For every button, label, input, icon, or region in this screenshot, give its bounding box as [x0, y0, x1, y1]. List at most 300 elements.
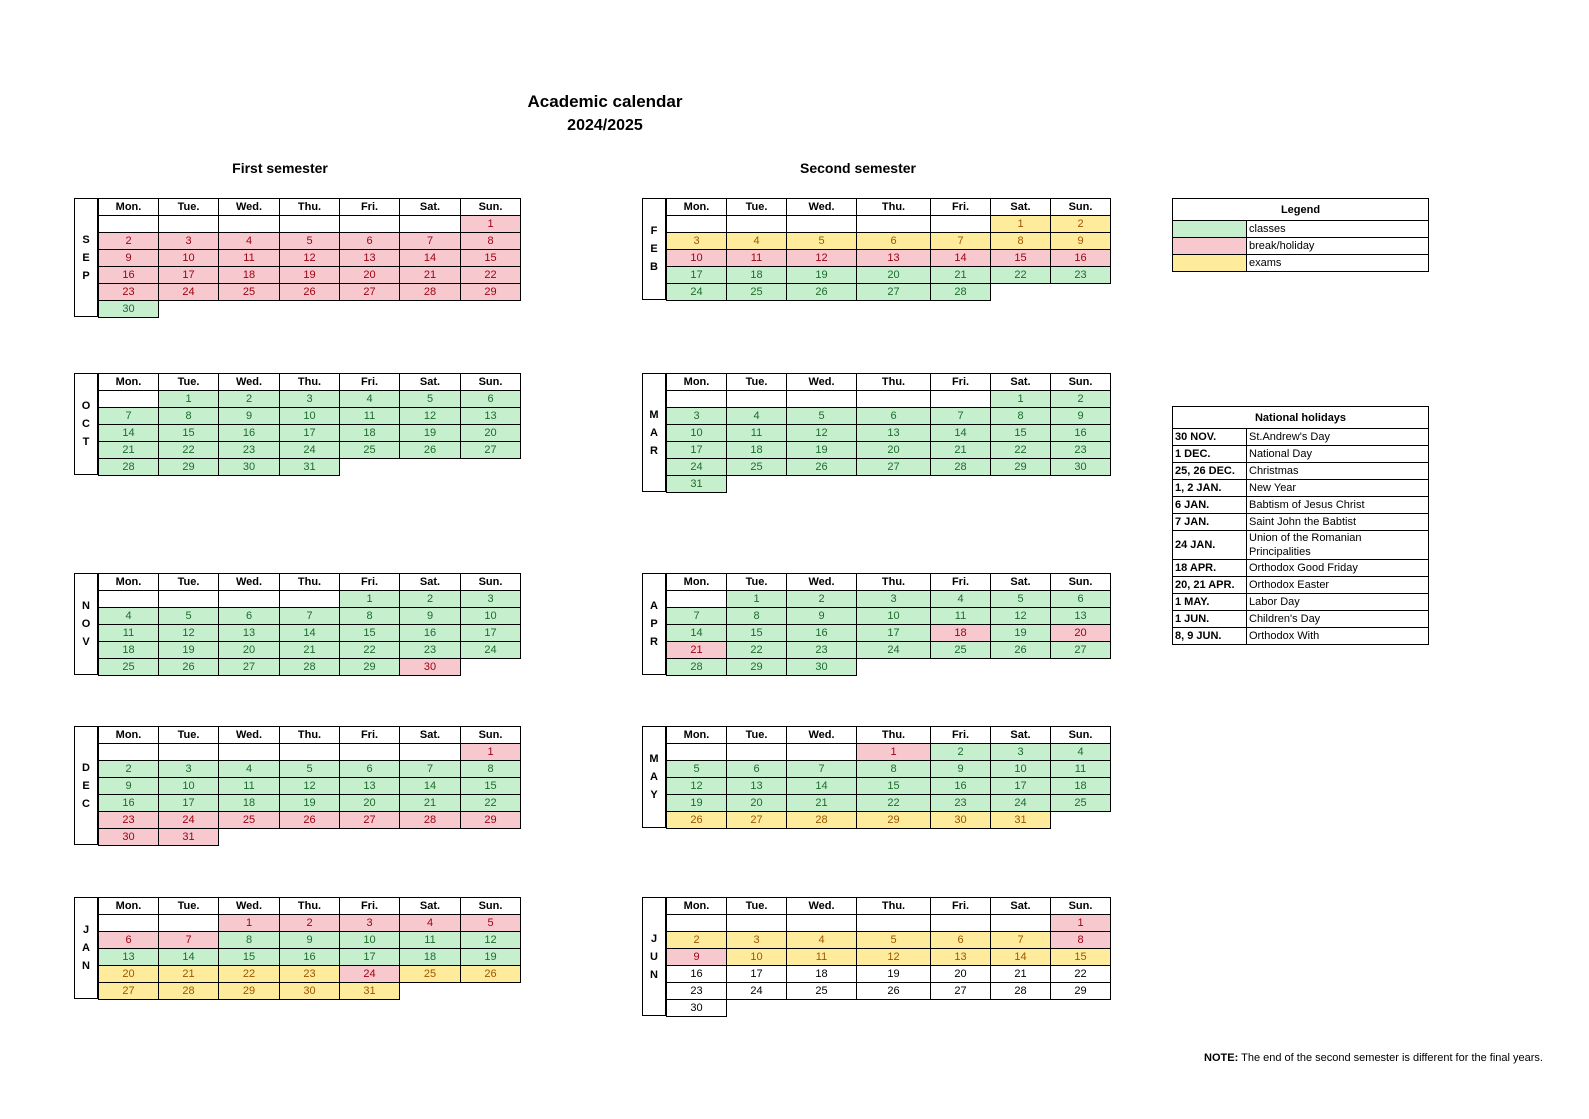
day-cell: 12	[857, 949, 931, 966]
month-label-letter: J	[650, 932, 658, 945]
empty-day-cell	[400, 301, 461, 318]
month-table	[98, 373, 521, 476]
day-cell: 9	[1051, 233, 1111, 250]
day-cell: 10	[340, 932, 400, 949]
holidays-title: National holidays	[1173, 407, 1429, 429]
empty-day-cell	[340, 216, 400, 233]
day-cell: 28	[931, 459, 991, 476]
week-row	[667, 216, 1111, 233]
weekday-header: Wed.	[787, 374, 857, 391]
month-label	[642, 198, 666, 300]
note-text: The end of the second semester is different for the final years.	[1238, 1052, 1543, 1064]
holiday-row	[1173, 611, 1429, 628]
legend-label: classes	[1247, 221, 1429, 238]
day-cell: 6	[857, 408, 931, 425]
month-label-letter: V	[82, 636, 90, 648]
day-cell: 5	[667, 761, 727, 778]
day-cell: 23	[787, 642, 857, 659]
day-cell: 11	[340, 408, 400, 425]
weekday-header: Sat.	[400, 898, 461, 915]
month-label-letter: N	[82, 600, 90, 612]
day-cell: 19	[787, 442, 857, 459]
day-cell: 10	[667, 425, 727, 442]
legend-row	[1173, 238, 1429, 255]
empty-day-cell	[787, 391, 857, 408]
day-cell: 10	[667, 250, 727, 267]
day-cell: 27	[340, 812, 400, 829]
month-label	[642, 573, 666, 675]
day-cell: 20	[857, 267, 931, 284]
day-cell: 21	[159, 966, 219, 983]
day-cell: 29	[461, 284, 521, 301]
day-cell: 8	[159, 408, 219, 425]
weekday-header: Sun.	[461, 374, 521, 391]
month-label-letter: A	[650, 600, 658, 612]
day-cell: 18	[219, 267, 280, 284]
day-cell: 21	[99, 442, 159, 459]
weekday-header: Thu.	[857, 374, 931, 391]
day-cell: 28	[787, 812, 857, 829]
day-cell: 13	[340, 778, 400, 795]
legend-label: break/holiday	[1247, 238, 1429, 255]
holiday-row	[1173, 560, 1429, 577]
day-cell: 11	[219, 250, 280, 267]
empty-day-cell	[857, 915, 931, 932]
day-cell: 17	[857, 625, 931, 642]
day-cell: 7	[400, 233, 461, 250]
empty-day-cell	[727, 216, 787, 233]
holiday-date: 18 APR.	[1173, 560, 1247, 577]
holiday-name: St.Andrew's Day	[1247, 429, 1429, 446]
day-cell: 1	[159, 391, 219, 408]
month-label-letter: M	[649, 753, 659, 765]
weekday-header: Tue.	[159, 199, 219, 216]
day-cell: 29	[1051, 983, 1111, 1000]
empty-day-cell	[727, 915, 787, 932]
day-cell: 2	[280, 915, 340, 932]
month-label-letter: O	[81, 400, 91, 412]
day-cell: 22	[727, 642, 787, 659]
empty-day-cell	[727, 1000, 787, 1017]
weekday-header: Sat.	[400, 374, 461, 391]
day-cell: 27	[1051, 642, 1111, 659]
day-cell: 26	[280, 284, 340, 301]
weekday-header: Sun.	[461, 199, 521, 216]
empty-day-cell	[400, 459, 461, 476]
day-cell: 27	[461, 442, 521, 459]
day-cell: 16	[1051, 250, 1111, 267]
day-cell: 27	[931, 983, 991, 1000]
week-row	[99, 829, 521, 846]
holiday-date: 20, 21 APR.	[1173, 577, 1247, 594]
month-label-letter: C	[82, 418, 90, 430]
day-cell: 14	[991, 949, 1051, 966]
weekday-header: Thu.	[857, 727, 931, 744]
day-cell: 19	[159, 642, 219, 659]
weekday-header: Sun.	[461, 898, 521, 915]
day-cell: 2	[931, 744, 991, 761]
weekday-header: Tue.	[727, 574, 787, 591]
day-cell: 15	[727, 625, 787, 642]
week-row	[99, 250, 521, 267]
week-row	[99, 408, 521, 425]
empty-day-cell	[461, 983, 521, 1000]
day-cell: 13	[340, 250, 400, 267]
day-cell: 25	[727, 459, 787, 476]
weekday-header: Mon.	[667, 574, 727, 591]
weekday-header: Mon.	[667, 898, 727, 915]
day-cell: 23	[99, 812, 159, 829]
day-cell: 6	[1051, 591, 1111, 608]
holiday-date: 30 NOV.	[1173, 429, 1247, 446]
weekday-header: Sat.	[400, 727, 461, 744]
weekday-header: Mon.	[667, 727, 727, 744]
empty-day-cell	[667, 216, 727, 233]
week-row	[667, 761, 1111, 778]
holiday-date: 25, 26 DEC.	[1173, 463, 1247, 480]
week-row	[667, 625, 1111, 642]
empty-day-cell	[931, 391, 991, 408]
day-cell: 18	[219, 795, 280, 812]
month-label-letter: N	[650, 968, 658, 981]
day-cell: 16	[667, 966, 727, 983]
month-table	[666, 897, 1111, 1017]
weekday-header: Sat.	[991, 374, 1051, 391]
day-cell: 11	[99, 625, 159, 642]
day-cell: 15	[159, 425, 219, 442]
day-cell: 30	[787, 659, 857, 676]
weekday-header: Wed.	[787, 574, 857, 591]
day-cell: 6	[727, 761, 787, 778]
day-cell: 22	[991, 267, 1051, 284]
month-label-letter: C	[82, 797, 90, 810]
legend-table	[1172, 198, 1429, 272]
weekday-header: Sun.	[1051, 199, 1111, 216]
empty-day-cell	[727, 476, 787, 493]
day-cell: 9	[931, 761, 991, 778]
day-cell: 24	[340, 966, 400, 983]
day-cell: 8	[1051, 932, 1111, 949]
weekday-header: Thu.	[280, 574, 340, 591]
day-cell: 17	[727, 966, 787, 983]
day-cell: 29	[991, 459, 1051, 476]
weekday-header: Sun.	[1051, 898, 1111, 915]
empty-day-cell	[931, 476, 991, 493]
day-cell: 14	[400, 250, 461, 267]
empty-day-cell	[219, 591, 280, 608]
week-row	[667, 1000, 1111, 1017]
academic-year: 2024/2025	[567, 117, 643, 134]
day-cell: 16	[400, 625, 461, 642]
week-row	[99, 442, 521, 459]
month-label-letter: P	[650, 618, 658, 630]
empty-day-cell	[787, 476, 857, 493]
holiday-date: 8, 9 JUN.	[1173, 628, 1247, 645]
empty-day-cell	[219, 301, 280, 318]
day-cell: 25	[1051, 795, 1111, 812]
weekday-header: Thu.	[280, 898, 340, 915]
day-cell: 13	[219, 625, 280, 642]
week-row	[99, 301, 521, 318]
day-cell: 29	[461, 812, 521, 829]
day-cell: 15	[1051, 949, 1111, 966]
day-cell: 15	[340, 625, 400, 642]
day-cell: 3	[159, 233, 219, 250]
day-cell: 13	[727, 778, 787, 795]
month-label-letter: R	[650, 444, 658, 457]
day-cell: 3	[280, 391, 340, 408]
month-label	[642, 373, 666, 492]
weekday-header: Wed.	[219, 898, 280, 915]
month-label-letter: N	[82, 960, 90, 972]
day-cell: 11	[1051, 761, 1111, 778]
day-cell: 26	[857, 983, 931, 1000]
day-cell: 3	[727, 932, 787, 949]
day-cell: 5	[280, 761, 340, 778]
day-cell: 29	[727, 659, 787, 676]
day-cell: 21	[931, 442, 991, 459]
day-cell: 4	[931, 591, 991, 608]
day-cell: 3	[667, 408, 727, 425]
weekday-header: Tue.	[727, 199, 787, 216]
week-row	[99, 949, 521, 966]
day-cell: 20	[99, 966, 159, 983]
day-cell: 15	[991, 425, 1051, 442]
holiday-date: 7 JAN.	[1173, 514, 1247, 531]
day-cell: 17	[159, 267, 219, 284]
holiday-row	[1173, 531, 1429, 560]
day-cell: 20	[461, 425, 521, 442]
legend-title: Legend	[1173, 199, 1429, 221]
day-cell: 27	[857, 284, 931, 301]
weekday-header: Sat.	[400, 199, 461, 216]
day-cell: 9	[219, 408, 280, 425]
day-cell: 6	[99, 932, 159, 949]
day-cell: 22	[461, 795, 521, 812]
week-row	[667, 932, 1111, 949]
empty-day-cell	[991, 659, 1051, 676]
month-label-letter: S	[82, 233, 90, 246]
day-cell: 6	[461, 391, 521, 408]
weekday-header: Fri.	[931, 374, 991, 391]
empty-day-cell	[280, 744, 340, 761]
day-cell: 30	[1051, 459, 1111, 476]
day-cell: 14	[931, 425, 991, 442]
day-cell: 5	[461, 915, 521, 932]
day-cell: 10	[727, 949, 787, 966]
day-cell: 10	[280, 408, 340, 425]
holiday-name: Orthodox Easter	[1247, 577, 1429, 594]
day-cell: 14	[280, 625, 340, 642]
empty-day-cell	[461, 459, 521, 476]
day-cell: 23	[931, 795, 991, 812]
day-cell: 13	[857, 425, 931, 442]
day-cell: 31	[159, 829, 219, 846]
day-cell: 18	[727, 267, 787, 284]
day-cell: 2	[219, 391, 280, 408]
day-cell: 24	[991, 795, 1051, 812]
day-cell: 27	[99, 983, 159, 1000]
holiday-name: Babtism of Jesus Christ	[1247, 497, 1429, 514]
legend-swatch	[1173, 255, 1247, 272]
empty-day-cell	[99, 915, 159, 932]
weekday-header: Thu.	[857, 199, 931, 216]
weekday-header: Tue.	[159, 374, 219, 391]
day-cell: 26	[400, 442, 461, 459]
empty-day-cell	[461, 301, 521, 318]
week-row	[667, 778, 1111, 795]
holiday-row	[1173, 628, 1429, 645]
day-cell: 19	[857, 966, 931, 983]
day-cell: 8	[219, 932, 280, 949]
day-cell: 1	[1051, 915, 1111, 932]
day-cell: 15	[461, 250, 521, 267]
day-cell: 14	[400, 778, 461, 795]
day-cell: 1	[461, 216, 521, 233]
day-cell: 10	[461, 608, 521, 625]
day-cell: 17	[667, 442, 727, 459]
month-label-letter: Y	[650, 789, 658, 801]
day-cell: 29	[857, 812, 931, 829]
legend-swatch	[1173, 238, 1247, 255]
day-cell: 11	[219, 778, 280, 795]
week-row	[99, 284, 521, 301]
day-cell: 24	[727, 983, 787, 1000]
day-cell: 6	[857, 233, 931, 250]
day-cell: 2	[1051, 391, 1111, 408]
day-cell: 30	[667, 1000, 727, 1017]
weekday-header: Mon.	[99, 199, 159, 216]
empty-day-cell	[280, 591, 340, 608]
day-cell: 21	[280, 642, 340, 659]
day-cell: 3	[159, 761, 219, 778]
weekday-header: Tue.	[159, 898, 219, 915]
day-cell: 21	[667, 642, 727, 659]
day-cell: 30	[99, 829, 159, 846]
day-cell: 31	[991, 812, 1051, 829]
holiday-row	[1173, 577, 1429, 594]
day-cell: 22	[159, 442, 219, 459]
week-row	[667, 608, 1111, 625]
day-cell: 10	[159, 250, 219, 267]
week-row	[667, 391, 1111, 408]
month-label-letter: E	[82, 779, 90, 792]
empty-day-cell	[461, 659, 521, 676]
empty-day-cell	[340, 301, 400, 318]
empty-day-cell	[400, 216, 461, 233]
empty-day-cell	[787, 1000, 857, 1017]
day-cell: 30	[280, 983, 340, 1000]
month-label-letter: A	[82, 942, 90, 954]
day-cell: 17	[159, 795, 219, 812]
day-cell: 1	[461, 744, 521, 761]
weekday-header: Sun.	[1051, 574, 1111, 591]
day-cell: 15	[219, 949, 280, 966]
weekday-header: Mon.	[99, 574, 159, 591]
empty-day-cell	[727, 744, 787, 761]
day-cell: 16	[280, 949, 340, 966]
empty-day-cell	[280, 301, 340, 318]
day-cell: 13	[1051, 608, 1111, 625]
weekday-header: Wed.	[787, 898, 857, 915]
day-cell: 12	[280, 778, 340, 795]
day-cell: 13	[857, 250, 931, 267]
week-row	[667, 425, 1111, 442]
weekday-header: Fri.	[340, 727, 400, 744]
day-cell: 13	[931, 949, 991, 966]
week-row	[99, 216, 521, 233]
month-label-letter: R	[650, 636, 658, 648]
day-cell: 6	[340, 233, 400, 250]
empty-day-cell	[931, 1000, 991, 1017]
second-semester-title: Second semester	[800, 160, 916, 176]
weekday-header: Mon.	[667, 199, 727, 216]
day-cell: 25	[219, 284, 280, 301]
week-row	[99, 983, 521, 1000]
empty-day-cell	[667, 391, 727, 408]
day-cell: 24	[667, 284, 727, 301]
month-table	[98, 726, 521, 846]
empty-day-cell	[1051, 284, 1111, 301]
day-cell: 8	[461, 761, 521, 778]
day-cell: 26	[159, 659, 219, 676]
day-cell: 2	[787, 591, 857, 608]
holiday-date: 1, 2 JAN.	[1173, 480, 1247, 497]
day-cell: 15	[991, 250, 1051, 267]
day-cell: 21	[400, 267, 461, 284]
day-cell: 8	[461, 233, 521, 250]
weekday-header: Fri.	[340, 898, 400, 915]
day-cell: 25	[340, 442, 400, 459]
day-cell: 28	[400, 812, 461, 829]
day-cell: 19	[667, 795, 727, 812]
day-cell: 5	[991, 591, 1051, 608]
day-cell: 8	[727, 608, 787, 625]
weekday-header: Fri.	[340, 199, 400, 216]
empty-day-cell	[219, 216, 280, 233]
empty-day-cell	[99, 744, 159, 761]
day-cell: 11	[787, 949, 857, 966]
day-cell: 7	[991, 932, 1051, 949]
day-cell: 4	[219, 761, 280, 778]
day-cell: 17	[461, 625, 521, 642]
day-cell: 6	[340, 761, 400, 778]
national-holidays-table	[1172, 406, 1429, 645]
legend-swatch	[1173, 221, 1247, 238]
week-row	[99, 391, 521, 408]
day-cell: 18	[931, 625, 991, 642]
empty-day-cell	[931, 216, 991, 233]
day-cell: 14	[99, 425, 159, 442]
day-cell: 28	[280, 659, 340, 676]
month-label-letter: A	[650, 771, 658, 783]
empty-day-cell	[727, 391, 787, 408]
day-cell: 19	[280, 267, 340, 284]
day-cell: 2	[99, 761, 159, 778]
week-row	[667, 983, 1111, 1000]
weekday-header: Fri.	[340, 374, 400, 391]
weekday-header: Tue.	[159, 574, 219, 591]
week-row	[99, 795, 521, 812]
holiday-row	[1173, 497, 1429, 514]
empty-day-cell	[99, 391, 159, 408]
holiday-row	[1173, 429, 1429, 446]
week-row	[667, 966, 1111, 983]
day-cell: 11	[400, 932, 461, 949]
weekday-header: Wed.	[219, 199, 280, 216]
day-cell: 12	[280, 250, 340, 267]
week-row	[99, 459, 521, 476]
